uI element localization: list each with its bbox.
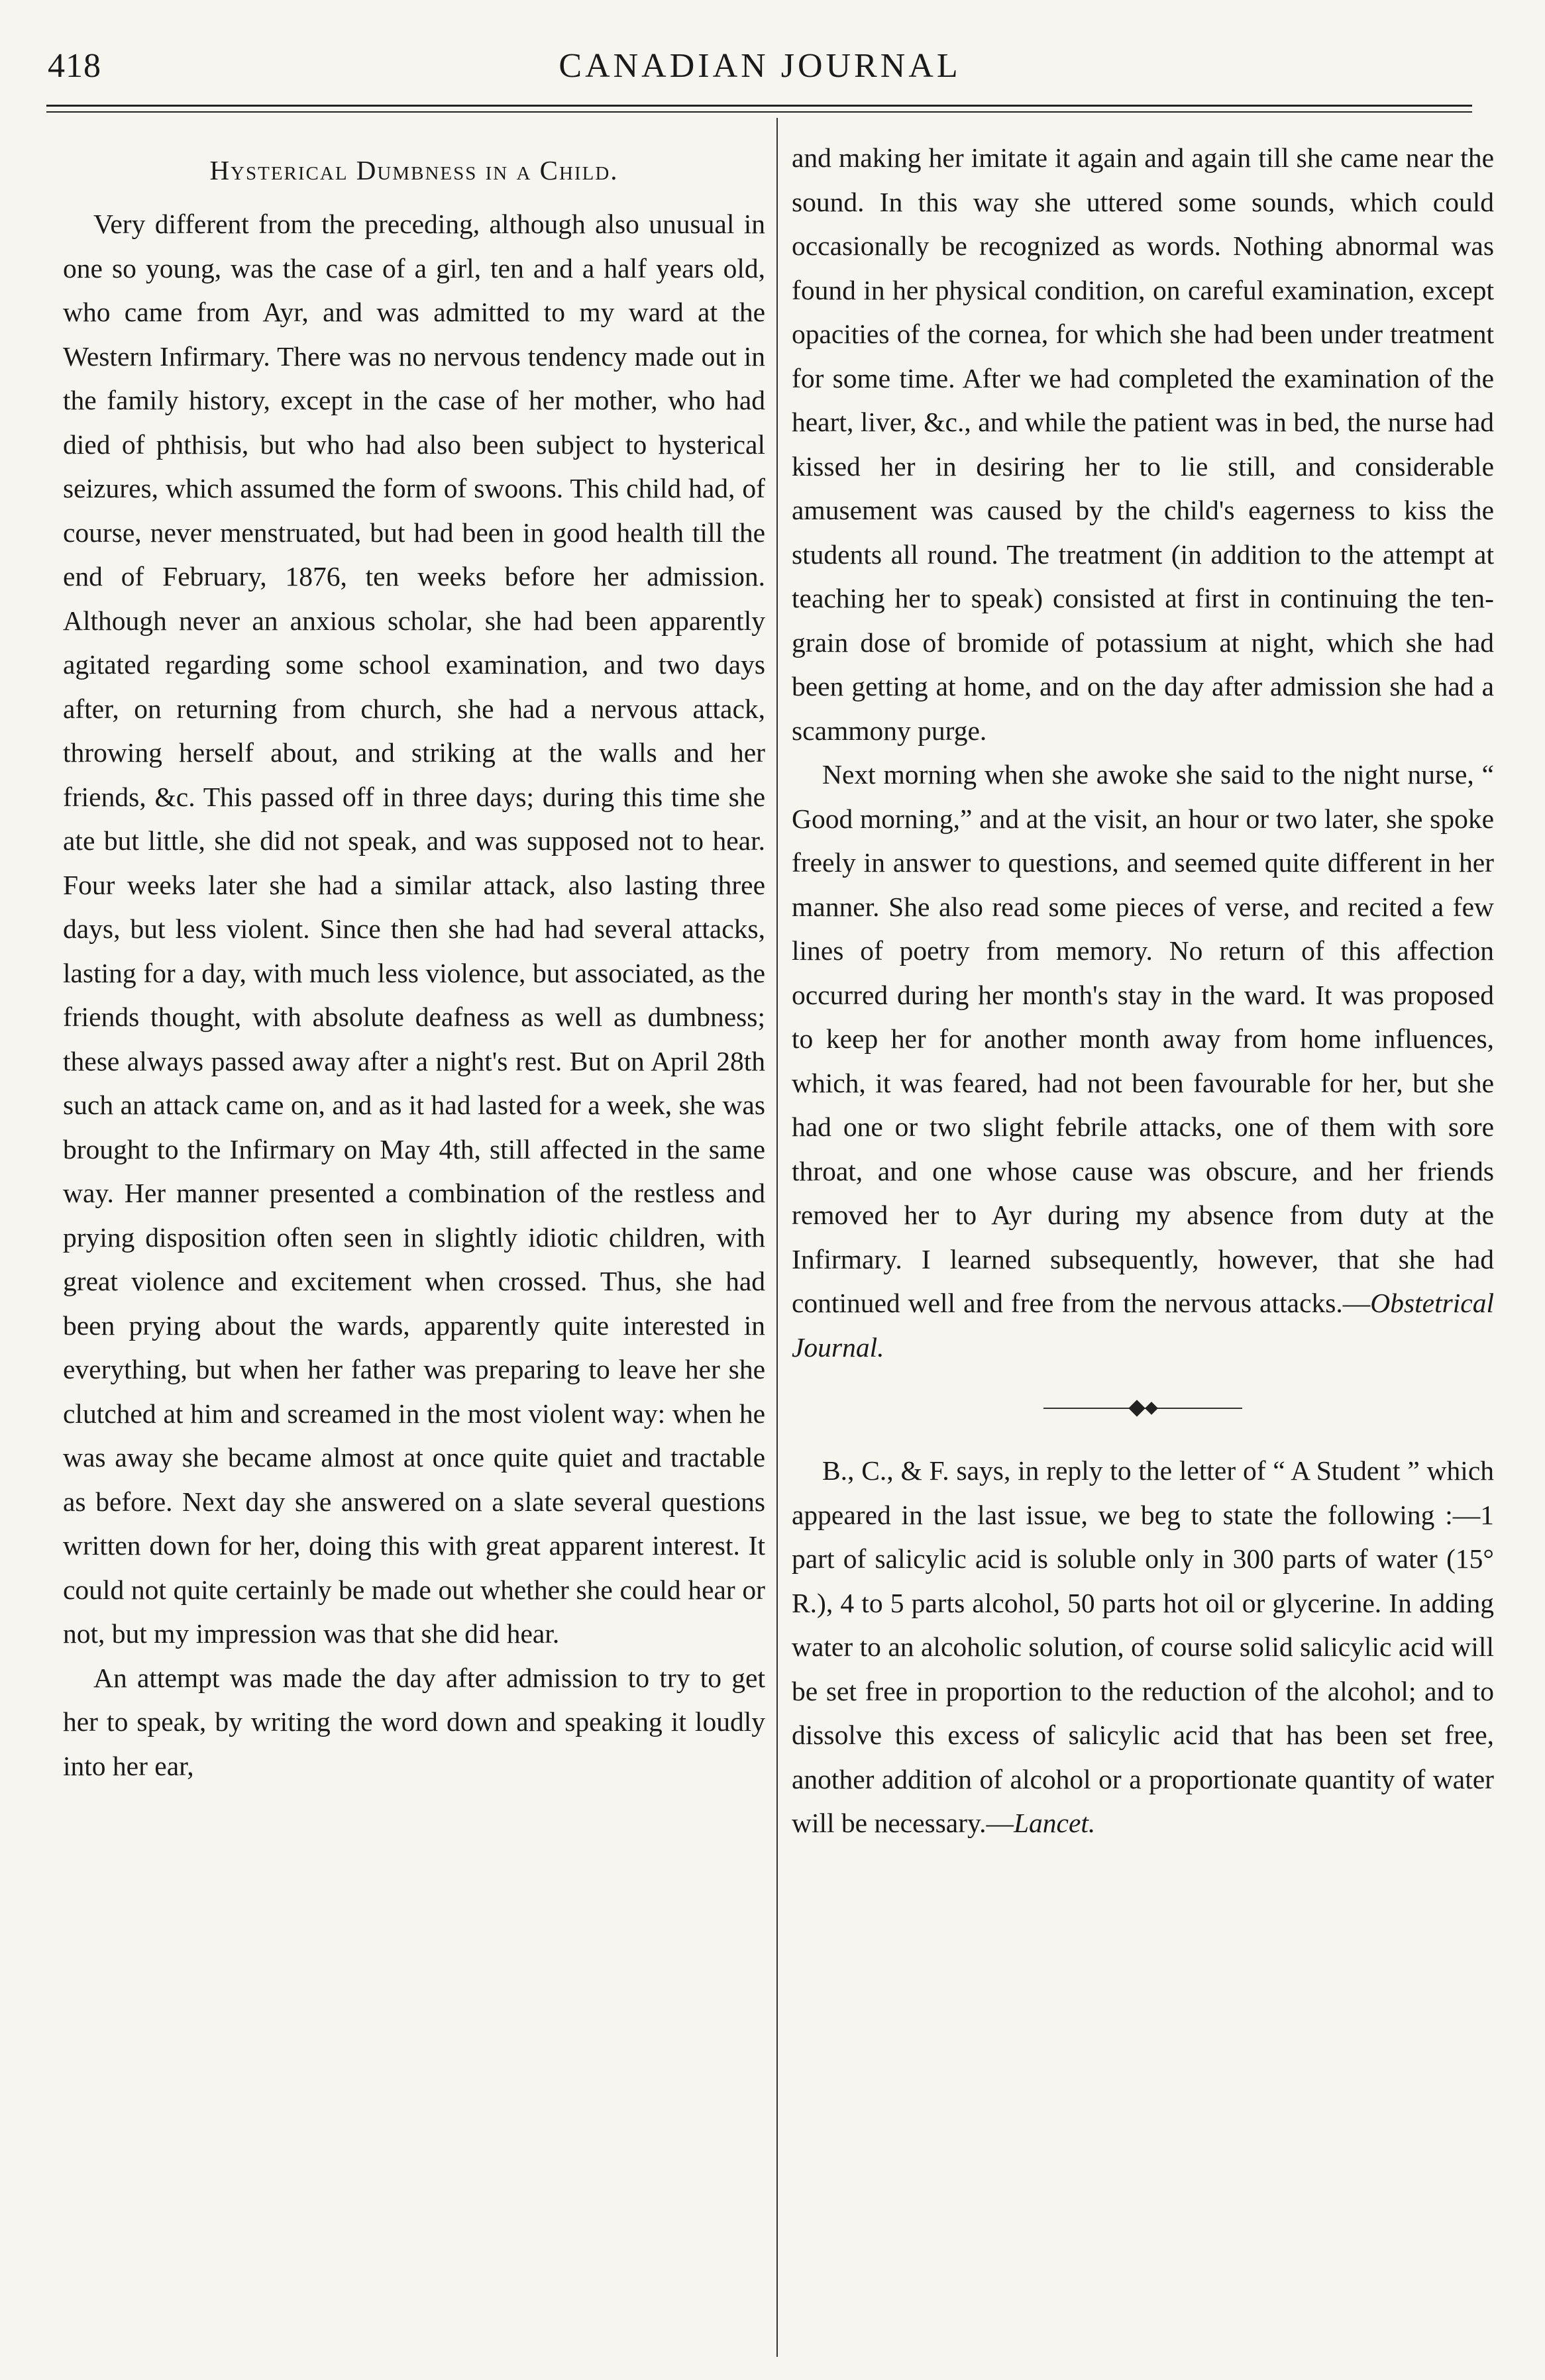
article-paragraph: Very different from the preceding, although also unusual in one so young, was the case of a girl, ten and a half years old, who came from Ayr, and was admitted to my ward at the Western Infirmary. There was no nervous tendency made out in the family history, except in the case of her mother, who had died of phthisis, but who had also been subject to hysterical seizures, which assumed the form of swoons. This child had, of course, never menstruated, but had been in good health till the end of February, 1876, ten weeks before her admission. Although never an anxious scholar, she had been apparently agitated regarding some school examination, and two days after, on returning from church, she had a nervous attack, throwing herself about, and striking at the walls and her friends, &c. This passed off in three days; during this time she ate but little, she did not speak, and was supposed not to hear. Four weeks later she had a similar attack, also lasting three days, but less violent. Since then she had had several attacks, lasting for a day, with much less violence, but associated, as the friends thought, with absolute deafness as well as dumbness; these always passed away after a night's rest. But on April 28th such an attack came on, and as it had lasted for a week, she was brought to the Infirmary on May 4th, still affected in the same way. Her manner presented a combination of the restless and prying disposition often seen in slightly idiotic children, with great violence and excitement when crossed. Thus, she had been prying about the wards, apparently quite interested in everything, but when her father was preparing to leave her she clutched at him and screamed in the most violent way: when he was away she became almost at once quite quiet and tractable as before. Next day she answered on a slate several questions written down for her, doing this with great apparent interest. It could not quite certainly be made out whether she could hear or not, but my impression was that she did hear. [63, 209, 765, 1649]
letter-paragraph [792, 1449, 1494, 1845]
header-rule-secondary [46, 111, 1472, 113]
article-paragraph: An attempt was made the day after admission to try to get her to speak, by writing the word down and speaking it loudly into her ear, [63, 1662, 765, 1781]
right-column [792, 136, 1494, 1845]
ornament-diamond [1145, 1402, 1158, 1415]
letter-text: B., C., & F. says, in reply to the letter of “ A Student ” which appeared in the last issue, we beg to state the following :—1 part of salicylic acid is soluble only in 300 parts of water (15° R.), 4 to 5 parts alcohol, 50 parts hot oil or glycerine. In adding water to an alcoholic solution, of course solid salicylic acid will be set free in proportion to the reduction of the alcohol; and to dissolve this excess of salicylic acid that has been set free, another addition of alcohol or a proportionate quantity of water will be necessary.— [792, 1455, 1494, 1838]
article-title: Hysterical Dumbness in a Child. [209, 155, 619, 185]
left-column [63, 136, 765, 1788]
ornament-diamond [1128, 1400, 1145, 1416]
source-citation: Lancet. [1013, 1808, 1096, 1838]
running-head: CANADIAN JOURNAL [559, 47, 961, 85]
article-paragraph-continued: and making her imitate it again and again till she came near the sound. In this way she uttered some sounds, which could occasionally be recognized as words. Nothing abnormal was found in her physical condition, on careful examination, except opacities of the cornea, for which she had been under treatment for some time. After we had completed the examination of the heart, liver, &c., and while the patient was in bed, the nurse had kissed her in desiring her to lie still, and considerable amusement was caused by the child's eagerness to kiss the students all round. The treatment (in addition to the attempt at teaching her to speak) consisted at first in continuing the ten-grain dose of bromide of potassium at night, which she had been getting at home, and on the day after admission she had a scammony purge. [792, 142, 1494, 746]
section-ornament [792, 1369, 1494, 1449]
source-citation: Obstetrical Journal. [792, 1288, 1494, 1363]
paragraph-text: Next morning when she awoke she said to the night nurse, “ Good morning,” and at the visit, an hour or two later, she spoke freely in answer to questions, and seemed quite different in her manner. She also read some pieces of verse, and recited a few lines of poetry from memory. No return of this affection occurred during her month's stay in the ward. It was proposed to keep her for another month away from home influences, which, it was feared, had not been favourable for her, but she had one or two slight febrile attacks, one of them with sore throat, and one whose cause was obscure, and her friends removed her to Ayr during my absence from duty at the Infirmary. I learned subsequently, however, that she had continued well and free from the nervous attacks.— [792, 759, 1494, 1318]
header-rule [46, 105, 1472, 107]
column-divider [776, 118, 778, 2357]
page-header [48, 40, 1472, 99]
article-paragraph [792, 752, 1494, 1369]
page-number: 418 [48, 47, 101, 85]
